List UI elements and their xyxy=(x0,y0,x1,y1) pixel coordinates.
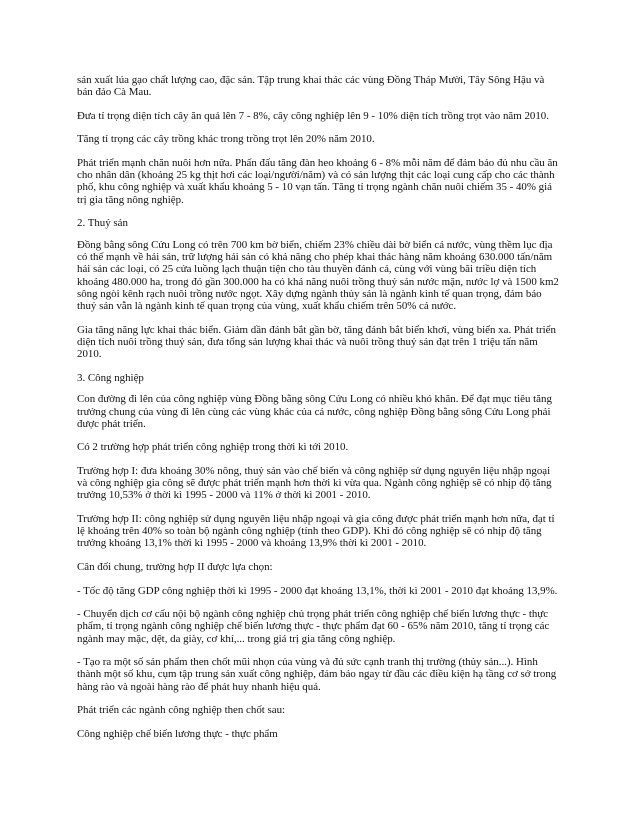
paragraph-scenario-one: Trường hợp I: đưa khoảng 30% nông, thuỷ sản vào chế biến và công nghiệp sử dụng nguyên liệu nhập ngoại và công nghiệp gia công sẽ được phát triển mạnh hơn thời kì vừa qua. Ngành công nghiệp sẽ có nhịp độ tăng trưởng 10,53% ở thời kì 1995 - 2000 và 11% ở thời kì 2001 - 2010. xyxy=(77,464,552,502)
paragraph-fruit-industrial-crops: Đưa tỉ trọng diện tích cây ăn quả lên 7 - 8%, cây công nghiệp lên 9 - 10% diện tích trồng trọt vào năm 2010. xyxy=(77,109,549,122)
section-heading-fisheries: 2. Thuỷ sản xyxy=(77,217,128,230)
paragraph-fisheries-targets: Gia tăng năng lực khai thác biển. Giảm dần đánh bắt gần bờ, tăng đánh bắt biển khơi, vùng biển xa. Phát triển diện tích nuôi trồng thuỷ sản, đưa tổng sản lượng khai thác và nuôi trồng thuỷ sản đạt trên 1 triệu tấn năm 2010. xyxy=(77,323,556,360)
paragraph-food-processing: Công nghiệp chế biến lương thực - thực phẩm xyxy=(77,727,278,740)
bullet-gdp-growth: - Tốc độ tăng GDP công nghiệp thời kì 1995 - 2000 đạt khoảng 13,1%, thời kì 2001 - 2010 đạt khoảng 13,9%. xyxy=(77,584,558,597)
paragraph-fisheries-potential: Đồng bằng sông Cửu Long có trên 700 km bờ biển, chiếm 23% chiều dài bờ biển cả nước, vùng thềm lục địa có thế mạnh về hải sản, trữ lượng hải sản có khả năng cho phép khai thác hàng năm khoảng 630.000 tấn/năm hải sản các loại, có 25 cửa luồng lạch thuận tiện cho tàu thuyền đánh cá, cùng với vùng bãi triều diện tích khoảng 480.000 ha, trong đó gần 300.000 ha có khả năng nuôi trồng thuỷ sản nước mặn, nước lợ và 1500 km2 sông ngòi kênh rạch nuôi trồng nước ngọt. Xây dựng ngành thủy sản là ngành kinh tế quan trọng, đảm bảo thuỷ sản vẫn là ngành kinh tế quan trọng của vùng, xuất khẩu chiếm trên 50% cả nước. xyxy=(77,238,559,312)
paragraph-scenario-selection: Cân đối chung, trường hợp II được lựa chọn: xyxy=(77,560,273,573)
paragraph-livestock: Phát triển mạnh chăn nuôi hơn nữa. Phấn đấu tăng đàn heo khoảng 6 - 8% mỗi năm để đảm bảo đủ nhu cầu ăn cho nhân dân (khoảng 25 kg thịt hơi các loại/người/năm) và có sản lượng thịt các loại cung cấp cho các thành phố, khu công nghiệp và xuất khẩu khoảng 5 - 10 vạn tấn. Tăng tỉ trọng ngành chăn nuôi chiếm 35 - 40% giá trị gia tăng nông nghiệp. xyxy=(77,156,558,206)
paragraph-key-industries: Phát triển các ngành công nghiệp then chốt sau: xyxy=(77,704,286,717)
paragraph-rice-production: sản xuất lúa gạo chất lượng cao, đặc sản. Tập trung khai thác các vùng Đồng Tháp Mười, Tây Sông Hậu và bán đảo Cà Mau. xyxy=(77,74,545,99)
paragraph-industry-challenges: Con đường đi lên của công nghiệp vùng Đồng bằng sông Cửu Long có nhiều khó khăn. Để đạt mục tiêu tăng trưởng chung của vùng đi lên cùng các vùng khác của cả nước, công nghiệp Đồng bằng sông Cửu Long phải được phát triển. xyxy=(77,393,552,430)
paragraph-two-scenarios: Có 2 trường hợp phát triển công nghiệp trong thời kì tới 2010. xyxy=(77,441,349,454)
paragraph-scenario-two: Trường hợp II: công nghiệp sử dụng nguyên liệu nhập ngoại và gia công được phát triển mạnh hơn nữa, đạt tỉ lệ khoảng trên 40% so toàn bộ ngành công nghiệp (tính theo GDP). Khi đó công nghiệp sẽ có nhịp độ tăng trưởng khoảng 13,1% thời kì 1995 - 2000 và khoảng 13,9% thời kì 2001 - 2010. xyxy=(77,512,555,550)
section-heading-industry: 3. Công nghiệp xyxy=(77,371,144,384)
document-body xyxy=(77,74,560,751)
bullet-key-products: - Tạo ra một số sản phẩm then chốt mũi nhọn của vùng và đủ sức cạnh tranh thị trường (thủy sản...). Hình thành một số khu, cụm tập trung sản xuất công nghiệp, đảm bảo ngay từ đầu các điều kiện hạ tầng cơ sở trong hàng rào và ngoài hàng rào để phát huy nhanh hiệu quả. xyxy=(77,656,557,693)
bullet-structure-shift: - Chuyển dịch cơ cấu nội bộ ngành công nghiệp chủ trọng phát triển công nghiệp chế biến lương thực - thực phẩm, tỉ trọng ngành công nghiệp chế biến lương thực - thực phẩm đạt 60 - 65% năm 2010, tăng tỉ trọng các ngành may mặc, dệt, da giày, cơ khí,... trong giá trị gia tăng công nghiệp. xyxy=(77,608,550,645)
paragraph-other-crops: Tăng tỉ trọng các cây trồng khác trong trồng trọt lên 20% năm 2010. xyxy=(77,133,375,146)
